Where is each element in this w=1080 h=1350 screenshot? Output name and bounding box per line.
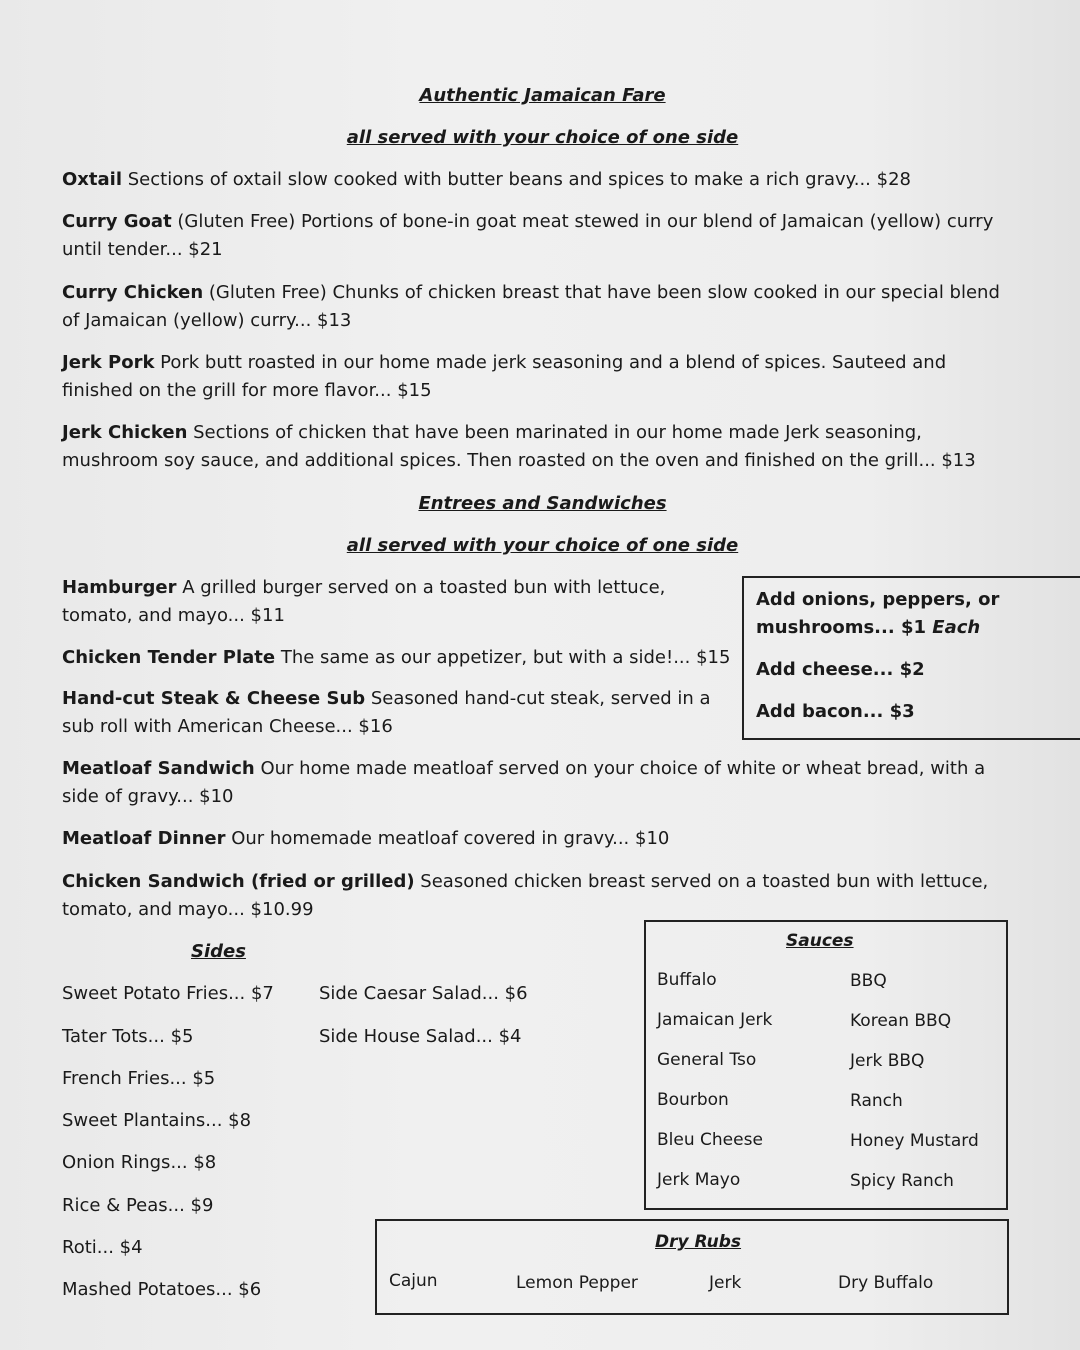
sauce-item: BBQ	[850, 971, 887, 991]
item-name: Chicken Tender Plate	[62, 647, 276, 668]
sauce-item: Jerk Mayo	[657, 1170, 741, 1190]
sauce-item: Ranch	[850, 1091, 903, 1111]
menu-item-jerk-pork	[62, 349, 1022, 405]
side-item: Roti... $4	[62, 1237, 143, 1258]
dry-rubs-box	[375, 1219, 1009, 1315]
menu-item-hamburger	[62, 574, 722, 630]
item-name: Chicken Sandwich (fried or grilled)	[62, 871, 415, 892]
item-desc: Seasoned chicken breast served on a toasted bun with lettuce, tomato, and mayo... $10.99	[62, 871, 989, 920]
sides-title: Sides	[191, 941, 246, 962]
addon-veggies-price: mushrooms... $1	[756, 617, 933, 638]
item-name: Curry Goat	[62, 211, 172, 232]
item-name: Hamburger	[62, 577, 177, 598]
item-desc: Pork butt roasted in our home made jerk seasoning and a blend of spices. Sauteed and finished on the grill for more flavor... $15	[62, 352, 947, 401]
side-item: Side Caesar Salad... $6	[319, 983, 528, 1004]
item-name: Meatloaf Dinner	[62, 828, 226, 849]
item-name: Oxtail	[62, 169, 123, 190]
side-item: Onion Rings... $8	[62, 1152, 217, 1173]
menu-item-curry-goat	[62, 208, 1022, 264]
menu-item-meatloaf-sandwich	[62, 755, 1022, 811]
item-name: Jerk Chicken	[62, 422, 188, 443]
sauces-title: Sauces	[786, 931, 854, 951]
sauce-item: General Tso	[657, 1050, 757, 1070]
addon-veggies-line2	[756, 614, 1076, 642]
dry-rub-item: Dry Buffalo	[838, 1273, 934, 1293]
item-desc: Our home made meatloaf served on your choice of white or wheat bread, with a side of gravy... $10	[62, 758, 986, 807]
menu-item-meatloaf-dinner	[62, 825, 1022, 853]
menu-item-jerk-chicken	[62, 419, 1022, 475]
addons-box	[742, 576, 1080, 740]
menu-item-steak-cheese-sub	[62, 685, 732, 741]
dry-rub-item: Cajun	[389, 1271, 438, 1291]
side-item: Rice & Peas... $9	[62, 1195, 214, 1216]
item-name: Meatloaf Sandwich	[62, 758, 255, 779]
side-item: French Fries... $5	[62, 1068, 216, 1089]
item-name: Curry Chicken	[62, 282, 204, 303]
section-title-entrees: Entrees and Sandwiches	[418, 493, 667, 514]
side-item: Mashed Potatoes... $6	[62, 1279, 262, 1300]
sauce-item: Korean BBQ	[850, 1011, 952, 1031]
menu-item-oxtail	[62, 166, 1022, 194]
item-desc: The same as our appetizer, but with a side!... $15	[275, 647, 731, 668]
addon-each-label: Each	[932, 617, 981, 638]
sauce-item: Jerk BBQ	[850, 1051, 925, 1071]
menu-item-curry-chicken	[62, 279, 1022, 335]
addon-veggies-line1: Add onions, peppers, or	[756, 589, 1000, 610]
item-name: Hand-cut Steak & Cheese Sub	[62, 688, 366, 709]
item-desc: A grilled burger served on a toasted bun with lettuce, tomato, and mayo... $11	[62, 577, 666, 626]
sauce-item: Bourbon	[657, 1090, 729, 1110]
item-desc: Sections of oxtail slow cooked with butter beans and spices to make a rich gravy... $28	[122, 169, 911, 190]
item-desc: Seasoned hand-cut steak, served in a sub roll with American Cheese... $16	[62, 688, 711, 737]
item-desc: Sections of chicken that have been marinated in our home made Jerk seasoning, mushroom soy sauce, and additional spices. Then roasted on the oven and finished on the grill... $13	[62, 422, 976, 471]
section-subtitle-entrees: all served with your choice of one side	[346, 535, 739, 556]
dry-rubs-title: Dry Rubs	[655, 1232, 742, 1252]
addon-bacon: Add bacon... $3	[756, 701, 915, 722]
side-item: Tater Tots... $5	[62, 1026, 194, 1047]
dry-rub-item: Lemon Pepper	[516, 1273, 638, 1293]
menu-item-chicken-sandwich	[62, 868, 1022, 924]
side-item: Sweet Plantains... $8	[62, 1110, 252, 1131]
addon-cheese: Add cheese... $2	[756, 659, 925, 680]
sauces-box	[644, 920, 1008, 1210]
section-subtitle-jamaican: all served with your choice of one side	[346, 127, 739, 148]
side-item: Sweet Potato Fries... $7	[62, 983, 274, 1004]
sauce-item: Bleu Cheese	[657, 1130, 763, 1150]
item-desc: Our homemade meatloaf covered in gravy... $10	[225, 828, 670, 849]
menu-item-chicken-tender-plate	[62, 644, 732, 672]
item-desc: (Gluten Free) Portions of bone-in goat meat stewed in our blend of Jamaican (yellow) curry until tender... $21	[62, 211, 994, 260]
section-title-jamaican: Authentic Jamaican Fare	[419, 85, 666, 106]
sauce-item: Jamaican Jerk	[657, 1010, 773, 1030]
sauce-item: Spicy Ranch	[850, 1171, 954, 1191]
dry-rub-item: Jerk	[709, 1273, 742, 1293]
sauce-item: Honey Mustard	[850, 1131, 979, 1151]
sauce-item: Buffalo	[657, 970, 717, 990]
item-desc: (Gluten Free) Chunks of chicken breast that have been slow cooked in our special blend of Jamaican (yellow) curry... $13	[62, 282, 1000, 331]
side-item: Side House Salad... $4	[319, 1026, 522, 1047]
item-name: Jerk Pork	[62, 352, 155, 373]
